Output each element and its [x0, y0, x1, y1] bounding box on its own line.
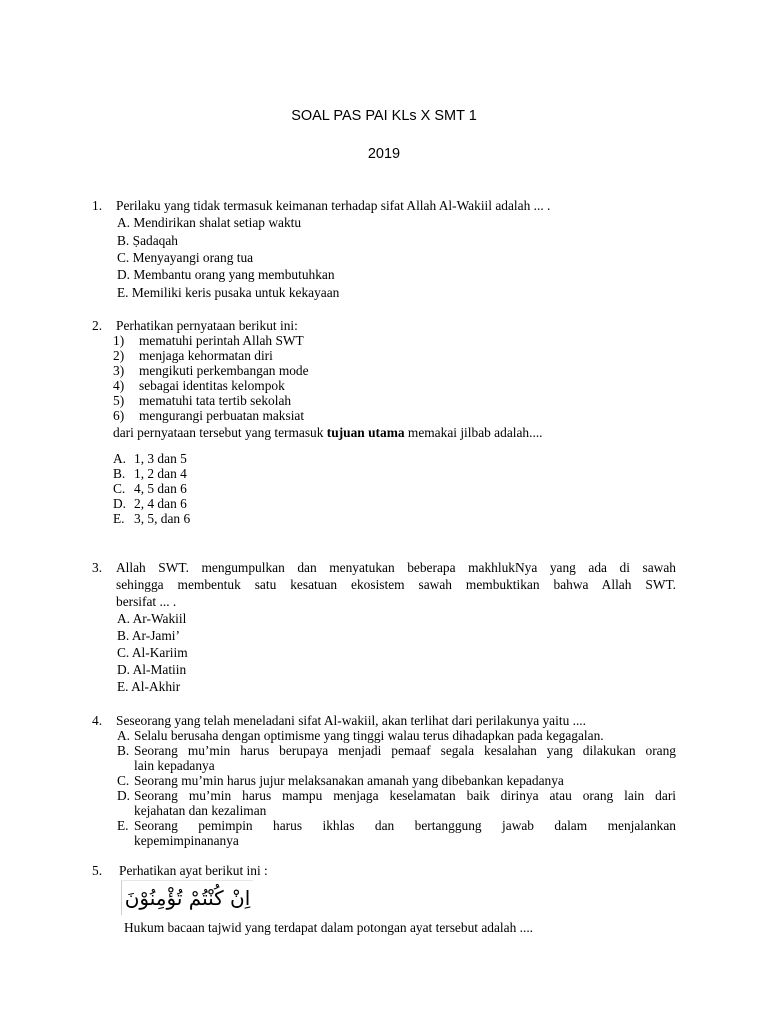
option-label: E. [113, 511, 125, 526]
question-text: Perhatikan ayat berikut ini : [119, 863, 268, 878]
statement-number: 4) [113, 378, 125, 393]
option-e-continued: kepemimpinananya [134, 833, 239, 848]
option-a: A. Mendirikan shalat setiap waktu [117, 215, 302, 230]
option-label: C. [117, 773, 130, 788]
question-text: Seseorang yang telah meneladani sifat Al-wakiil, akan terlihat dari perilakunya yaitu .... [116, 713, 586, 728]
question-text: Perhatikan pernyataan berikut ini: [116, 318, 298, 333]
option-label: A. [117, 728, 131, 743]
option-e: E. Memiliki keris pusaka untuk kekayaan [117, 285, 340, 300]
option-d: Seorang mu’min harus mampu menjaga keselamatan baik dirinya atau orang lain dari [134, 788, 676, 803]
option-c: 4, 5 dan 6 [134, 481, 187, 496]
statement-number: 1) [113, 333, 125, 348]
question-text: Perilaku yang tidak termasuk keimanan terhadap sifat Allah Al-Wakiil adalah ... . [116, 198, 551, 213]
question-number: 2. [92, 318, 103, 333]
statement-number: 6) [113, 408, 125, 423]
question-text-line: Allah SWT. mengumpulkan dan menyatukan beberapa makhlukNya yang ada di sawah [116, 560, 676, 575]
option-a: A. Ar-Wakiil [117, 611, 187, 626]
option-label: D. [117, 788, 131, 803]
statement-number: 5) [113, 393, 125, 408]
option-label: D. [113, 496, 127, 511]
page-title: SOAL PAS PAI KLs X SMT 1 [291, 108, 477, 124]
option-d: 2, 4 dan 6 [134, 496, 187, 511]
option-b: Seorang mu’min harus berupaya menjadi pemaaf segala kesalahan yang dilakukan orang [134, 743, 676, 758]
option-label: C. [113, 481, 126, 496]
statement-text: mengurangi perbuatan maksiat [139, 408, 305, 423]
option-d-continued: kejahatan dan kezaliman [134, 803, 267, 818]
option-e: E. Al-Akhir [117, 679, 181, 694]
statement-text: menjaga kehormatan diri [139, 348, 273, 363]
option-e: Seorang pemimpin harus ikhlas dan bertanggung jawab dalam menjalankan [134, 818, 676, 833]
question-prompt [113, 425, 543, 440]
option-b: 1, 2 dan 4 [134, 466, 187, 481]
prompt-part: dari pernyataan tersebut yang termasuk [113, 425, 327, 440]
option-label: B. [113, 466, 126, 481]
option-b: B. Ar-Jami’ [117, 628, 180, 643]
option-c: Seorang mu’min harus jujur melaksanakan amanah yang dibebankan kepadanya [134, 773, 564, 788]
option-a: 1, 3 dan 5 [134, 451, 187, 466]
option-label: A. [113, 451, 127, 466]
prompt-part: memakai jilbab adalah.... [404, 425, 543, 440]
question-number: 4. [92, 713, 103, 728]
option-c: C. Menyayangi orang tua [117, 250, 254, 265]
option-b-continued: lain kepadanya [134, 758, 215, 773]
question-number: 5. [92, 863, 103, 878]
option-d: D. Al-Matiin [117, 662, 187, 677]
option-label: E. [117, 818, 129, 833]
prompt-emphasis: tujuan utama [326, 425, 405, 440]
statement-text: mengikuti perkembangan mode [139, 363, 309, 378]
statement-text: mematuhi tata tertib sekolah [139, 393, 292, 408]
statement-number: 2) [113, 348, 125, 363]
option-d: D. Membantu orang yang membutuhkan [117, 267, 335, 282]
statement-text: mematuhi perintah Allah SWT [139, 333, 304, 348]
option-a: Selalu berusaha dengan optimisme yang tinggi walau terus dihadapkan pada kegagalan. [134, 728, 604, 743]
statement-text: sebagai identitas kelompok [139, 378, 285, 393]
option-e: 3, 5, dan 6 [134, 511, 191, 526]
page-year: 2019 [367, 146, 401, 162]
question-number: 1. [92, 198, 103, 213]
question-text-line: bersifat ... . [116, 594, 177, 609]
question-number: 3. [92, 560, 103, 575]
question-text-line: sehingga membentuk satu kesatuan ekosistem sawah membuktikan bahwa Allah SWT. [116, 577, 676, 592]
question-prompt: Hukum bacaan tajwid yang terdapat dalam potongan ayat tersebut adalah .... [124, 920, 534, 935]
option-b: B. Ṣadaqah [117, 233, 178, 248]
option-c: C. Al-Kariim [117, 645, 188, 660]
option-label: B. [117, 743, 130, 758]
arabic-verse: اِنْ كُنْتُمْ تُؤْمِنُوْنَ [121, 880, 253, 915]
statement-number: 3) [113, 363, 125, 378]
